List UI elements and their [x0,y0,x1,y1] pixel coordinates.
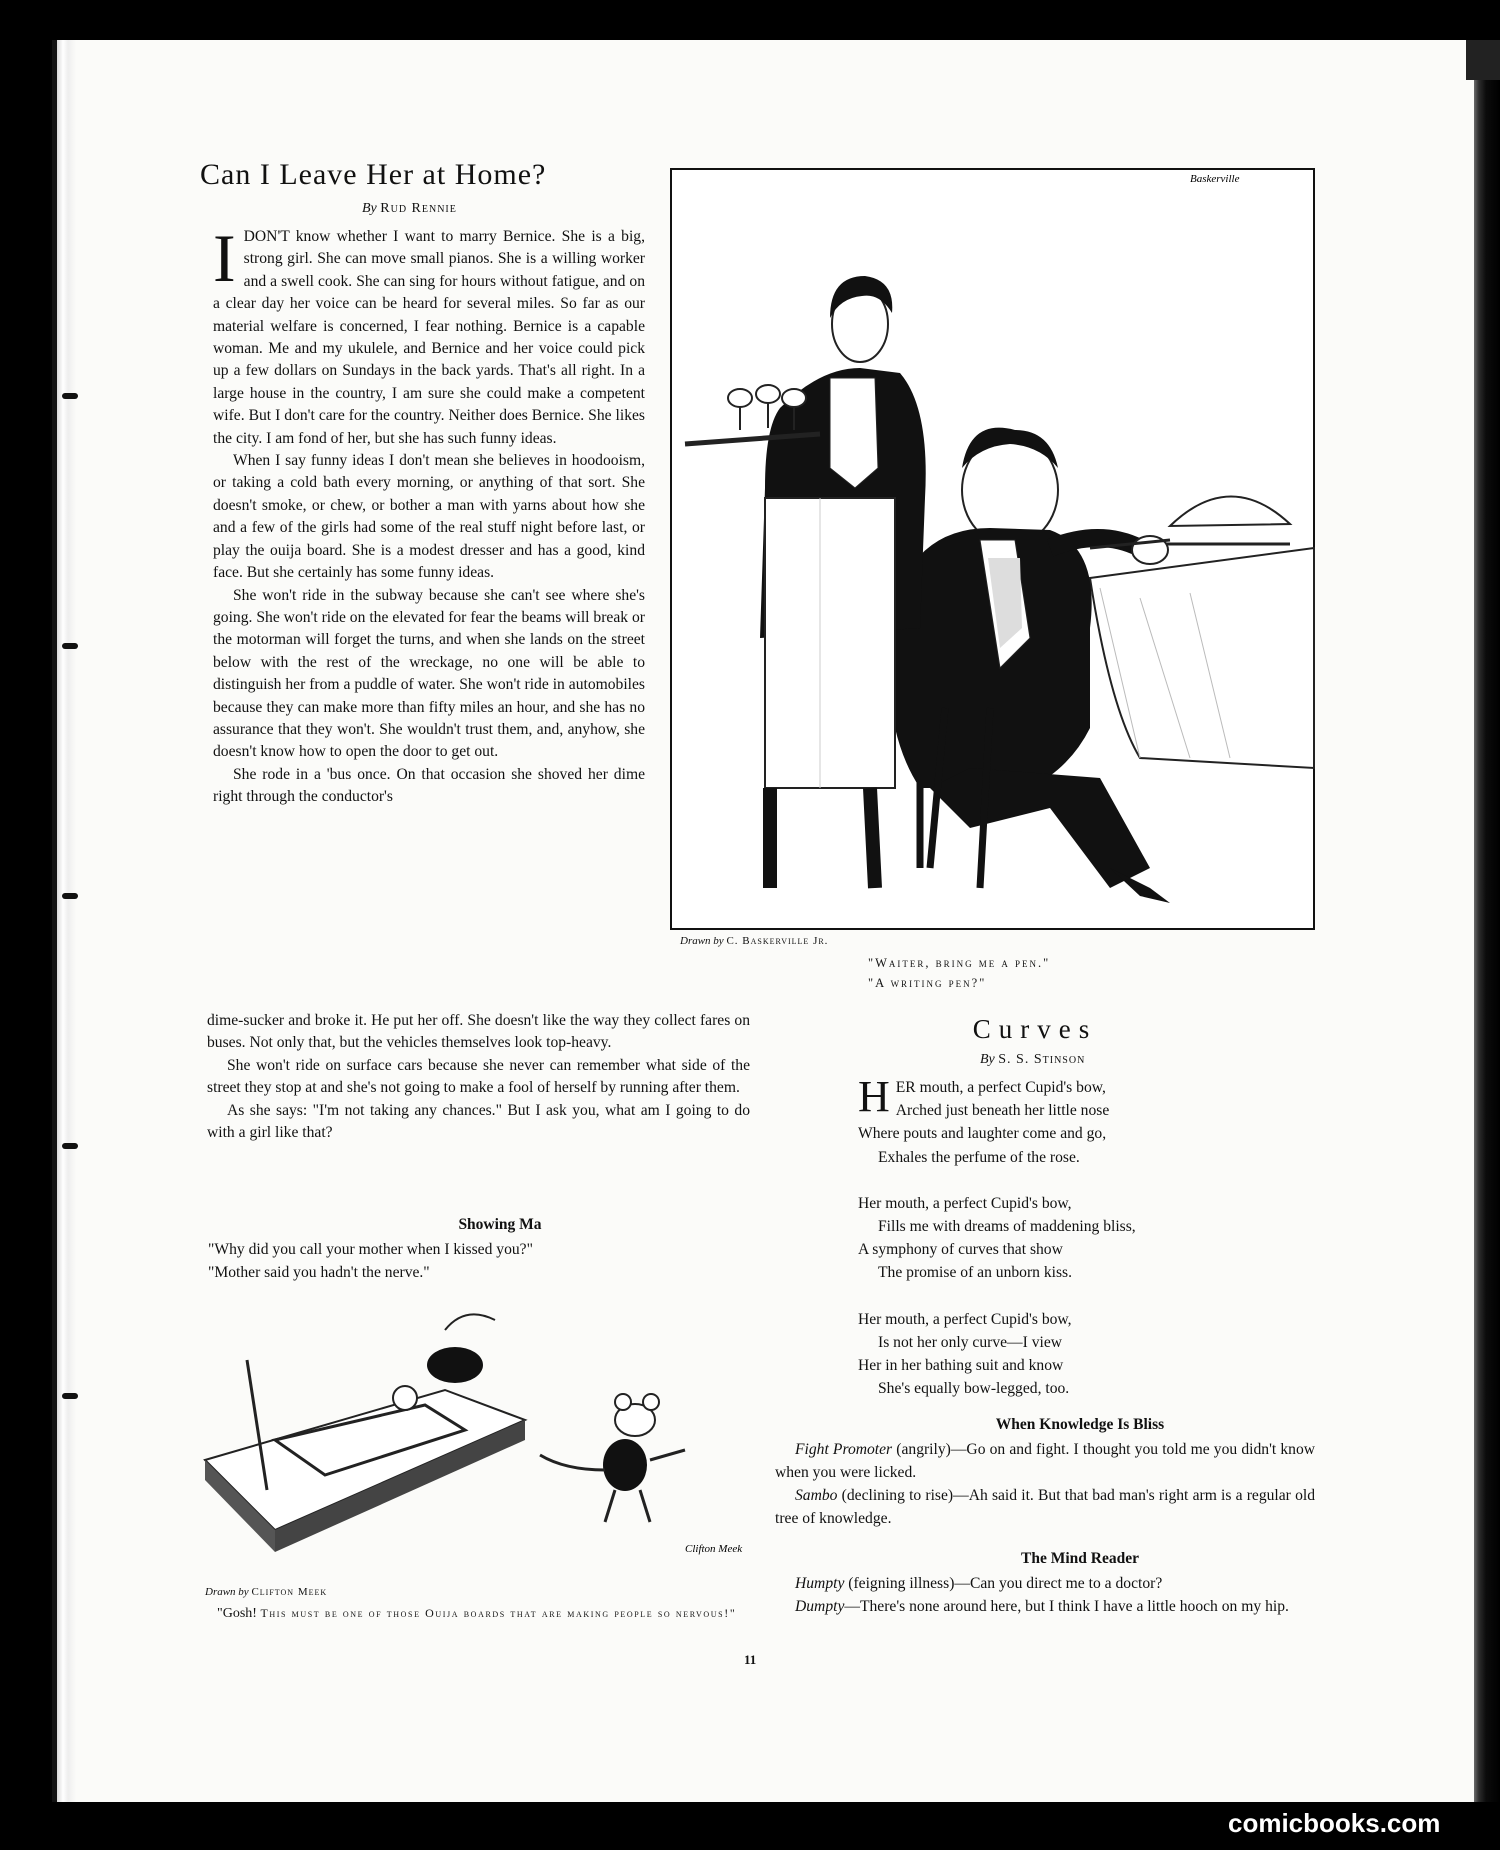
drop-cap: I [213,220,236,296]
poem-line: The promise of an unborn kiss. [878,1264,1073,1282]
mind-reader-dialogue [775,1572,1315,1618]
poem-stanza [858,1192,1278,1285]
dialogue-text: (feigning illness)—Can you direct me to a doctor? [848,1575,1163,1592]
article-column-wide [207,1010,750,1144]
dialogue-text: —There's none around here, but I think I have a little hooch on my hip. [844,1598,1289,1615]
caption-text: This must be one of those Ouija boards that are making people so nervous!" [260,1606,737,1620]
waiter-caption-line: "A writing pen?" [868,976,987,990]
poem-title: Curves [972,1014,1098,1044]
speaker: Sambo [795,1487,838,1504]
poem-line: Is not her only curve—I view [878,1333,1063,1351]
poem-byline [980,1052,1085,1068]
drop-cap: H [858,1072,890,1121]
waiter-caption-line: "Waiter, bring me a pen." [868,956,1051,970]
running-mouse [603,1439,647,1491]
paragraph-text: DON'T know whether I want to marry Bernice. She is a big, strong girl. She can move small pianos. She is a willing worker and a swell cook. She can sing for hours without fatigue, and on a clear day her voice can be heard for several miles. So far as our material welfare is concerned, I fear nothing. Bernice is a capable woman. Me and my ukulele, and Bernice and her voice could pick up a few dollars on Sundays in the back yards. That's all right. In a large house in the country, I am sure she could make a competent wife. But I don't care for the country. Neither does Bernice. She likes the city. I am fond of her, but she has such funny ideas. [213,228,645,447]
article-byline [362,201,457,217]
dialogue-line [775,1572,1315,1595]
article-paragraph: When I say funny ideas I don't mean she believes in hoodooism, or taking a cold bath every morning, or anything of that sort. She doesn't smoke, or chew, or bother a man with yarns about how she and a few of the girls had some of the real stuff night before last, or play the ouija board. She is a modest dresser and has a good, kind face. But she certainly has some funny ideas. [213,452,645,582]
poem-author: S. S. Stinson [998,1052,1086,1067]
poem-line: Her mouth, a perfect Cupid's bow, [858,1310,1072,1328]
page-number: 11 [744,1652,757,1667]
binding-stitch [62,893,78,899]
mouse-trap-cartoon-illustration [195,1290,765,1580]
page-edge-shadow [1474,40,1500,1802]
poem-line-text: ER mouth, a perfect Cupid's bow, [895,1079,1106,1096]
mouse-cartoon-credit [205,1586,327,1598]
showing-ma-line: "Why did you call your mother when I kissed you?" [208,1241,533,1258]
article-paragraph [213,220,645,450]
caption-lead: "Gosh! [217,1606,257,1621]
article-title: Can I Leave Her at Home? [200,158,547,191]
waiter-cartoon-credit [680,935,828,947]
credit-prefix: Drawn by [680,935,724,947]
page-corner [1466,40,1500,80]
knowledge-title: When Knowledge Is Bliss [995,1416,1165,1433]
speaker: Fight Promoter [795,1441,893,1458]
credit-prefix: Drawn by [205,1586,249,1598]
showing-ma-line: "Mother said you hadn't the nerve." [208,1264,430,1281]
binding-stitch [62,1143,78,1149]
byline-prefix: By [362,201,377,216]
speaker: Dumpty [795,1598,845,1615]
artist-signature: Baskerville [1190,173,1240,185]
binding-stitch [62,393,78,399]
poem-stanza [858,1308,1278,1401]
article-paragraph: dime-sucker and broke it. He put her off. She doesn't like the way they collect fares on buses. Not only that, but the vehicles themselves look top-heavy. [207,1012,750,1052]
binding-spine [52,40,76,1802]
credit-artist: C. Baskerville Jr. [726,935,829,947]
poem-body [858,1072,1278,1423]
speaker: Humpty [795,1575,845,1592]
binding-stitch [62,643,78,649]
watermark-logo: comicbooks.com [1228,1808,1441,1838]
waiter-apron [765,498,895,788]
article-paragraph: She won't ride on surface cars because she never can remember what side of the street they stop at and she's not going to make a fool of herself by running after them. [207,1056,750,1097]
poem-line: A symphony of curves that show [858,1241,1063,1259]
article-author: Rud Rennie [380,201,457,216]
poem-line: Exhales the perfume of the rose. [878,1148,1080,1166]
dialogue-line [775,1595,1315,1618]
poem-line: She's equally bow-legged, too. [878,1380,1070,1398]
poem-line: Arched just beneath her little nose [895,1102,1110,1120]
dialogue-line [775,1438,1315,1484]
credit-artist: Clifton Meek [251,1586,328,1598]
dialogue-text: (declining to rise)—Ah said it. But that bad man's right arm is a regular old tree of knowledge. [775,1487,1315,1527]
dialogue-line [775,1484,1315,1530]
article-paragraph: As she says: "I'm not taking any chances." But I ask you, what am I going to do with a girl like that? [207,1101,750,1142]
article-column [213,220,645,809]
poem-line: Fills me with dreams of maddening bliss, [878,1218,1136,1236]
mouse-cartoon-caption [205,1604,753,1623]
poem-stanza [858,1072,1278,1169]
waiter-cartoon-illustration [670,168,1315,930]
byline-prefix: By [980,1052,995,1067]
poem-line: Where pouts and laughter come and go, [858,1125,1107,1143]
poem-line: Her in her bathing suit and know [858,1357,1064,1375]
showing-ma-title: Showing Ma [458,1216,542,1233]
article-paragraph: She rode in a 'bus once. On that occasion she shoved her dime right through the conductor's [213,765,645,806]
knowledge-dialogue [775,1438,1315,1530]
binding-stitch [62,1393,78,1399]
flying-mouse [427,1347,483,1383]
mind-reader-title: The Mind Reader [1021,1550,1139,1567]
article-paragraph: She won't ride in the subway because she can't see where she's going. She won't ride on the elevated for fear the beams will break or the motorman will forget the turns, and when she lands on the street below with the rest of the wreckage, no one will be able to distinguish her from a puddle of water. She won't ride in automobiles because they can make more than fifty miles an hour, and she has no assurance that they won't. She wouldn't trust them, and, anyhow, she doesn't know how to open the door to get out. [213,586,645,761]
dialogue-text: (angrily)—Go on and fight. I thought you told me you didn't know when you were licked. [775,1441,1316,1481]
poem-line: Her mouth, a perfect Cupid's bow, [858,1194,1072,1212]
artist-signature: Clifton Meek [685,1543,743,1555]
